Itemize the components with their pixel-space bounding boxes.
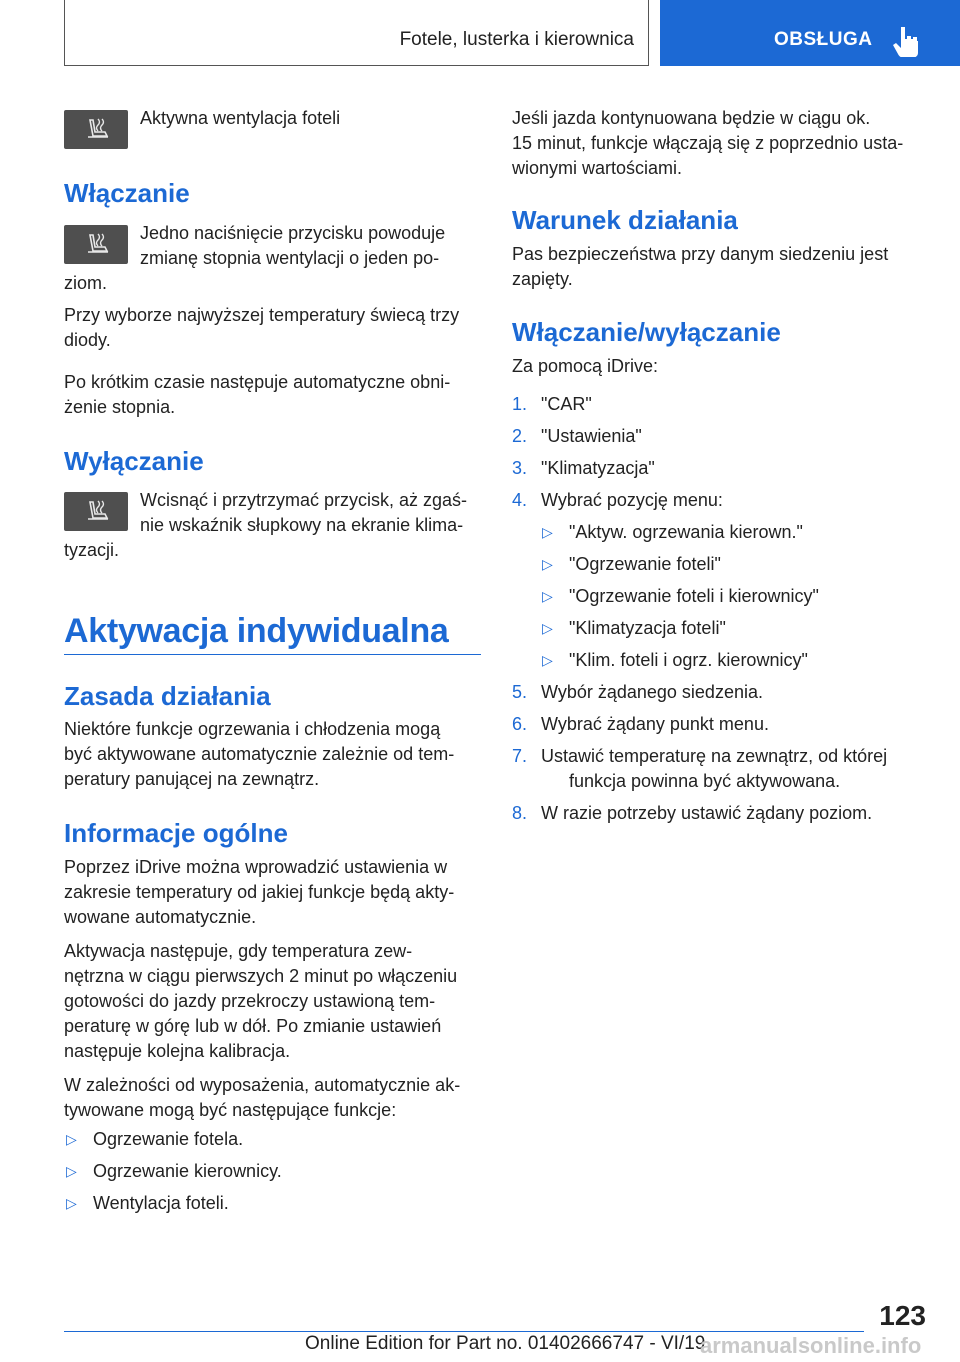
on-text-line: diody. [64,330,111,350]
header-section-box [64,0,649,66]
bullet-triangle-icon: ▷ [542,588,553,604]
list-item: Ogrzewanie kierownicy. [93,1161,282,1181]
sub-item: "Klim. foteli i ogrz. kierownicy" [569,650,808,670]
list-item: Wentylacja foteli. [93,1193,229,1213]
step-text: "CAR" [541,394,592,414]
principle-text-line: Niektóre funkcje ogrzewania i chłodzenia mogą [64,719,441,739]
step-number: 4. [512,490,528,510]
general-text-line: W zależności od wyposażenia, automatycznie ak- [64,1075,461,1095]
general-text-line: następuje kolejna kalibracja. [64,1041,291,1061]
heading-off: Wyłączanie [64,446,204,476]
heading-on-off: Włączanie/wyłączanie [512,317,781,347]
heading-principle: Zasada działania [64,681,271,711]
watermark: armanualsonline.info [700,1333,922,1358]
sub-item: "Ogrzewanie foteli" [569,554,721,574]
header-tab-label: OBSŁUGA [774,29,873,50]
step-text: Wybrać pozycję menu: [541,490,723,510]
bullet-triangle-icon: ▷ [66,1163,77,1179]
on-text-line: Po krótkim czasie następuje automatyczne obni- [64,372,451,392]
step-text: funkcja powinna być aktywowana. [569,771,841,791]
heading-condition: Warunek działania [512,205,738,235]
condition-text-line: zapięty. [512,269,573,289]
right-text-line: 15 minut, funkcje włączają się z poprzednio usta- [512,133,904,153]
sub-item: "Ogrzewanie foteli i kierownicy" [569,586,819,606]
header-section-title: Fotele, lusterka i kierownica [399,29,634,50]
heading-rule [64,654,481,655]
general-text-line: wowane automatycznie. [64,907,257,927]
footer-edition: Online Edition for Part no. 01402666747 - VI/19 [305,1333,706,1354]
general-text-line: Aktywacja następuje, gdy temperatura zew- [64,941,413,961]
on-text-line: ziom. [64,273,108,293]
list-item: Ogrzewanie fotela. [93,1129,244,1149]
step-text: "Klimatyzacja" [541,458,655,478]
seat-ventilation-button-icon [64,492,128,531]
general-text-line: gotowości do jazdy przekroczy ustawioną tem- [64,991,436,1011]
bullet-triangle-icon: ▷ [542,556,553,572]
step-number: 6. [512,714,528,734]
footer-rule [64,1331,864,1332]
step-text: Wybór żądanego siedzenia. [541,682,763,702]
main-heading: Aktywacja indywidualna [64,612,449,650]
step-text: "Ustawienia" [541,426,642,446]
on-text-line: żenie stopnia. [64,397,176,417]
bullet-triangle-icon: ▷ [66,1195,77,1211]
principle-text-line: peratury panującej na zewnątrz. [64,769,320,789]
on-text-line: zmianę stopnia wentylacji o jeden po- [140,248,440,268]
idrive-intro: Za pomocą iDrive: [512,356,659,376]
step-number: 1. [512,394,528,414]
general-text-line: Poprzez iDrive można wprowadzić ustawienia w [64,857,448,877]
bullet-triangle-icon: ▷ [542,652,553,668]
off-text-line: tyzacji. [64,540,120,560]
off-text-line: nie wskaźnik słupkowy na ekranie klima- [140,515,464,535]
sub-item: "Klimatyzacja foteli" [569,618,726,638]
general-text-line: peraturę w górę lub w dół. Po zmianie ustawień [64,1016,442,1036]
condition-text-line: Pas bezpieczeństwa przy danym siedzeniu jest [512,244,889,264]
seat-ventilation-button-icon [64,225,128,264]
step-number: 7. [512,746,528,766]
general-text-line: nętrzna w ciągu pierwszych 2 minut po włączeniu [64,966,458,986]
step-text: Wybrać żądany punkt menu. [541,714,769,734]
off-text-line: Wcisnąć i przytrzymać przycisk, aż zgaś- [140,490,468,510]
step-text: W razie potrzeby ustawić żądany poziom. [541,803,873,823]
intro-text: Aktywna wentylacja foteli [140,108,341,128]
heading-general: Informacje ogólne [64,818,288,848]
principle-text-line: być aktywowane automatycznie zależnie od tem- [64,744,455,764]
page-number: 123 [879,1300,926,1331]
on-text-line: Przy wyborze najwyższej temperatury świecą trzy [64,305,460,325]
bullet-triangle-icon: ▷ [542,620,553,636]
bullet-triangle-icon: ▷ [66,1131,77,1147]
on-text-line: Jedno naciśnięcie przycisku powoduje [140,223,446,243]
step-number: 2. [512,426,528,446]
general-text-line: zakresie temperatury od jakiej funkcje będą akty- [64,882,455,902]
seat-ventilation-button-icon [64,110,128,149]
sub-item: "Aktyw. ogrzewania kierown." [569,522,803,542]
hand-pointer-icon [893,25,921,57]
right-text-line: Jeśli jazda kontynuowana będzie w ciągu ok. [512,108,871,128]
step-number: 8. [512,803,528,823]
step-text: Ustawić temperaturę na zewnątrz, od której [541,746,888,766]
step-number: 5. [512,682,528,702]
general-text-line: tywowane mogą być następujące funkcje: [64,1100,397,1120]
heading-on: Włączanie [64,178,190,208]
bullet-triangle-icon: ▷ [542,524,553,540]
right-text-line: wionymi wartościami. [512,158,683,178]
step-number: 3. [512,458,528,478]
